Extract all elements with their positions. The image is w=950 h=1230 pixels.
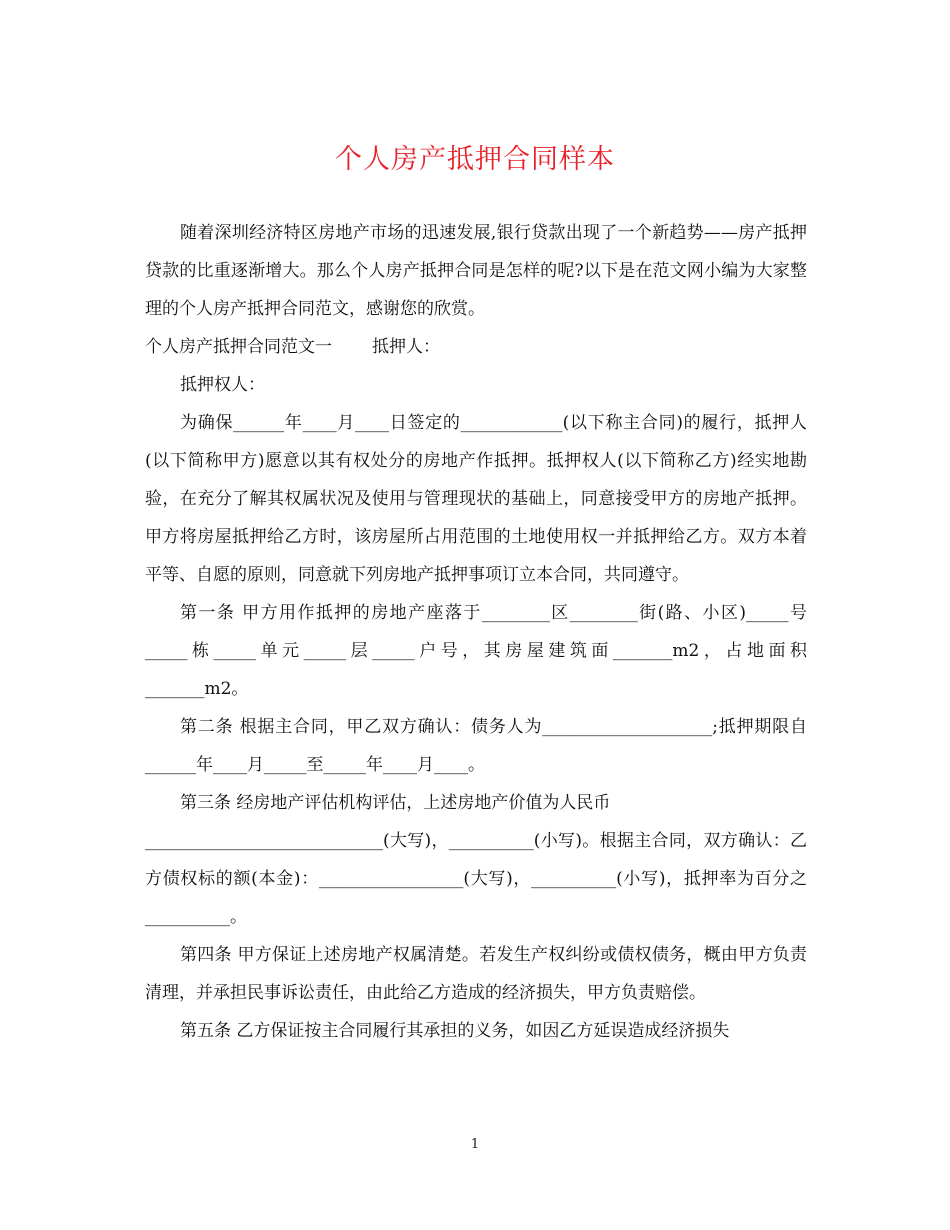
document-body bbox=[145, 214, 807, 1050]
article-3-first-line: 第三条 经房地产评估机构评估，上述房地产价值为人民币 bbox=[180, 793, 611, 813]
preamble-paragraph: 为确保______年____月____日签定的____________(以下称主合同)的履行，抵押人(以下简称甲方)愿意以其有权处分的房地产作抵押。抵押权人(以下简称乙方)经实地勘验，在充分了解其权属状况及使用与管理现状的基础上，同意接受甲方的房地产抵押。甲方将房屋抵押给乙方时，该房屋所占用范围的土地使用权一并抵押给乙方。双方本着平等、自愿的原则，同意就下列房地产抵押事项订立本合同，共同遵守。 bbox=[145, 413, 807, 585]
article-5: 第五条 乙方保证按主合同履行其承担的义务，如因乙方延误造成经济损失 bbox=[180, 1021, 730, 1041]
article-3-continuation: ____________________________(大写)，__________(小写)。根据主合同，双方确认：乙方债权标的额(本金)：_________________(大写)，__________(小写)，抵押率为百分之__________。 bbox=[145, 831, 807, 927]
sample-heading-line bbox=[145, 328, 807, 366]
page-number: 1 bbox=[470, 1137, 480, 1152]
article-1: 第一条 甲方用作抵押的房地产座落于________区________街(路、小区)_____号_____栋_____单元_____层_____户号，其房屋建筑面_______m2，占地面积_______m2。 bbox=[145, 603, 807, 699]
article-4: 第四条 甲方保证上述房地产权属清楚。若发生产权纠纷或债权债务，概由甲方负责清理，并承担民事诉讼责任，由此给乙方造成的经济损失，甲方负责赔偿。 bbox=[145, 945, 807, 1003]
article-2: 第二条 根据主合同，甲乙双方确认：债务人为____________________;抵押期限自______年____月_____至_____年____月____。 bbox=[145, 717, 807, 775]
mortgagee-label: 抵押权人： bbox=[180, 375, 265, 395]
document-title: 个人房产抵押合同样本 bbox=[335, 144, 615, 175]
mortgagor-label: 抵押人： bbox=[372, 337, 440, 357]
sample-heading: 个人房产抵押合同范文一 bbox=[145, 337, 332, 357]
intro-paragraph: 随着深圳经济特区房地产市场的迅速发展,银行贷款出现了一个新趋势——房产抵押贷款的比重逐渐增大。那么个人房产抵押合同是怎样的呢?以下是在范文网小编为大家整理的个人房产抵押合同范文，感谢您的欣赏。 bbox=[145, 223, 807, 319]
